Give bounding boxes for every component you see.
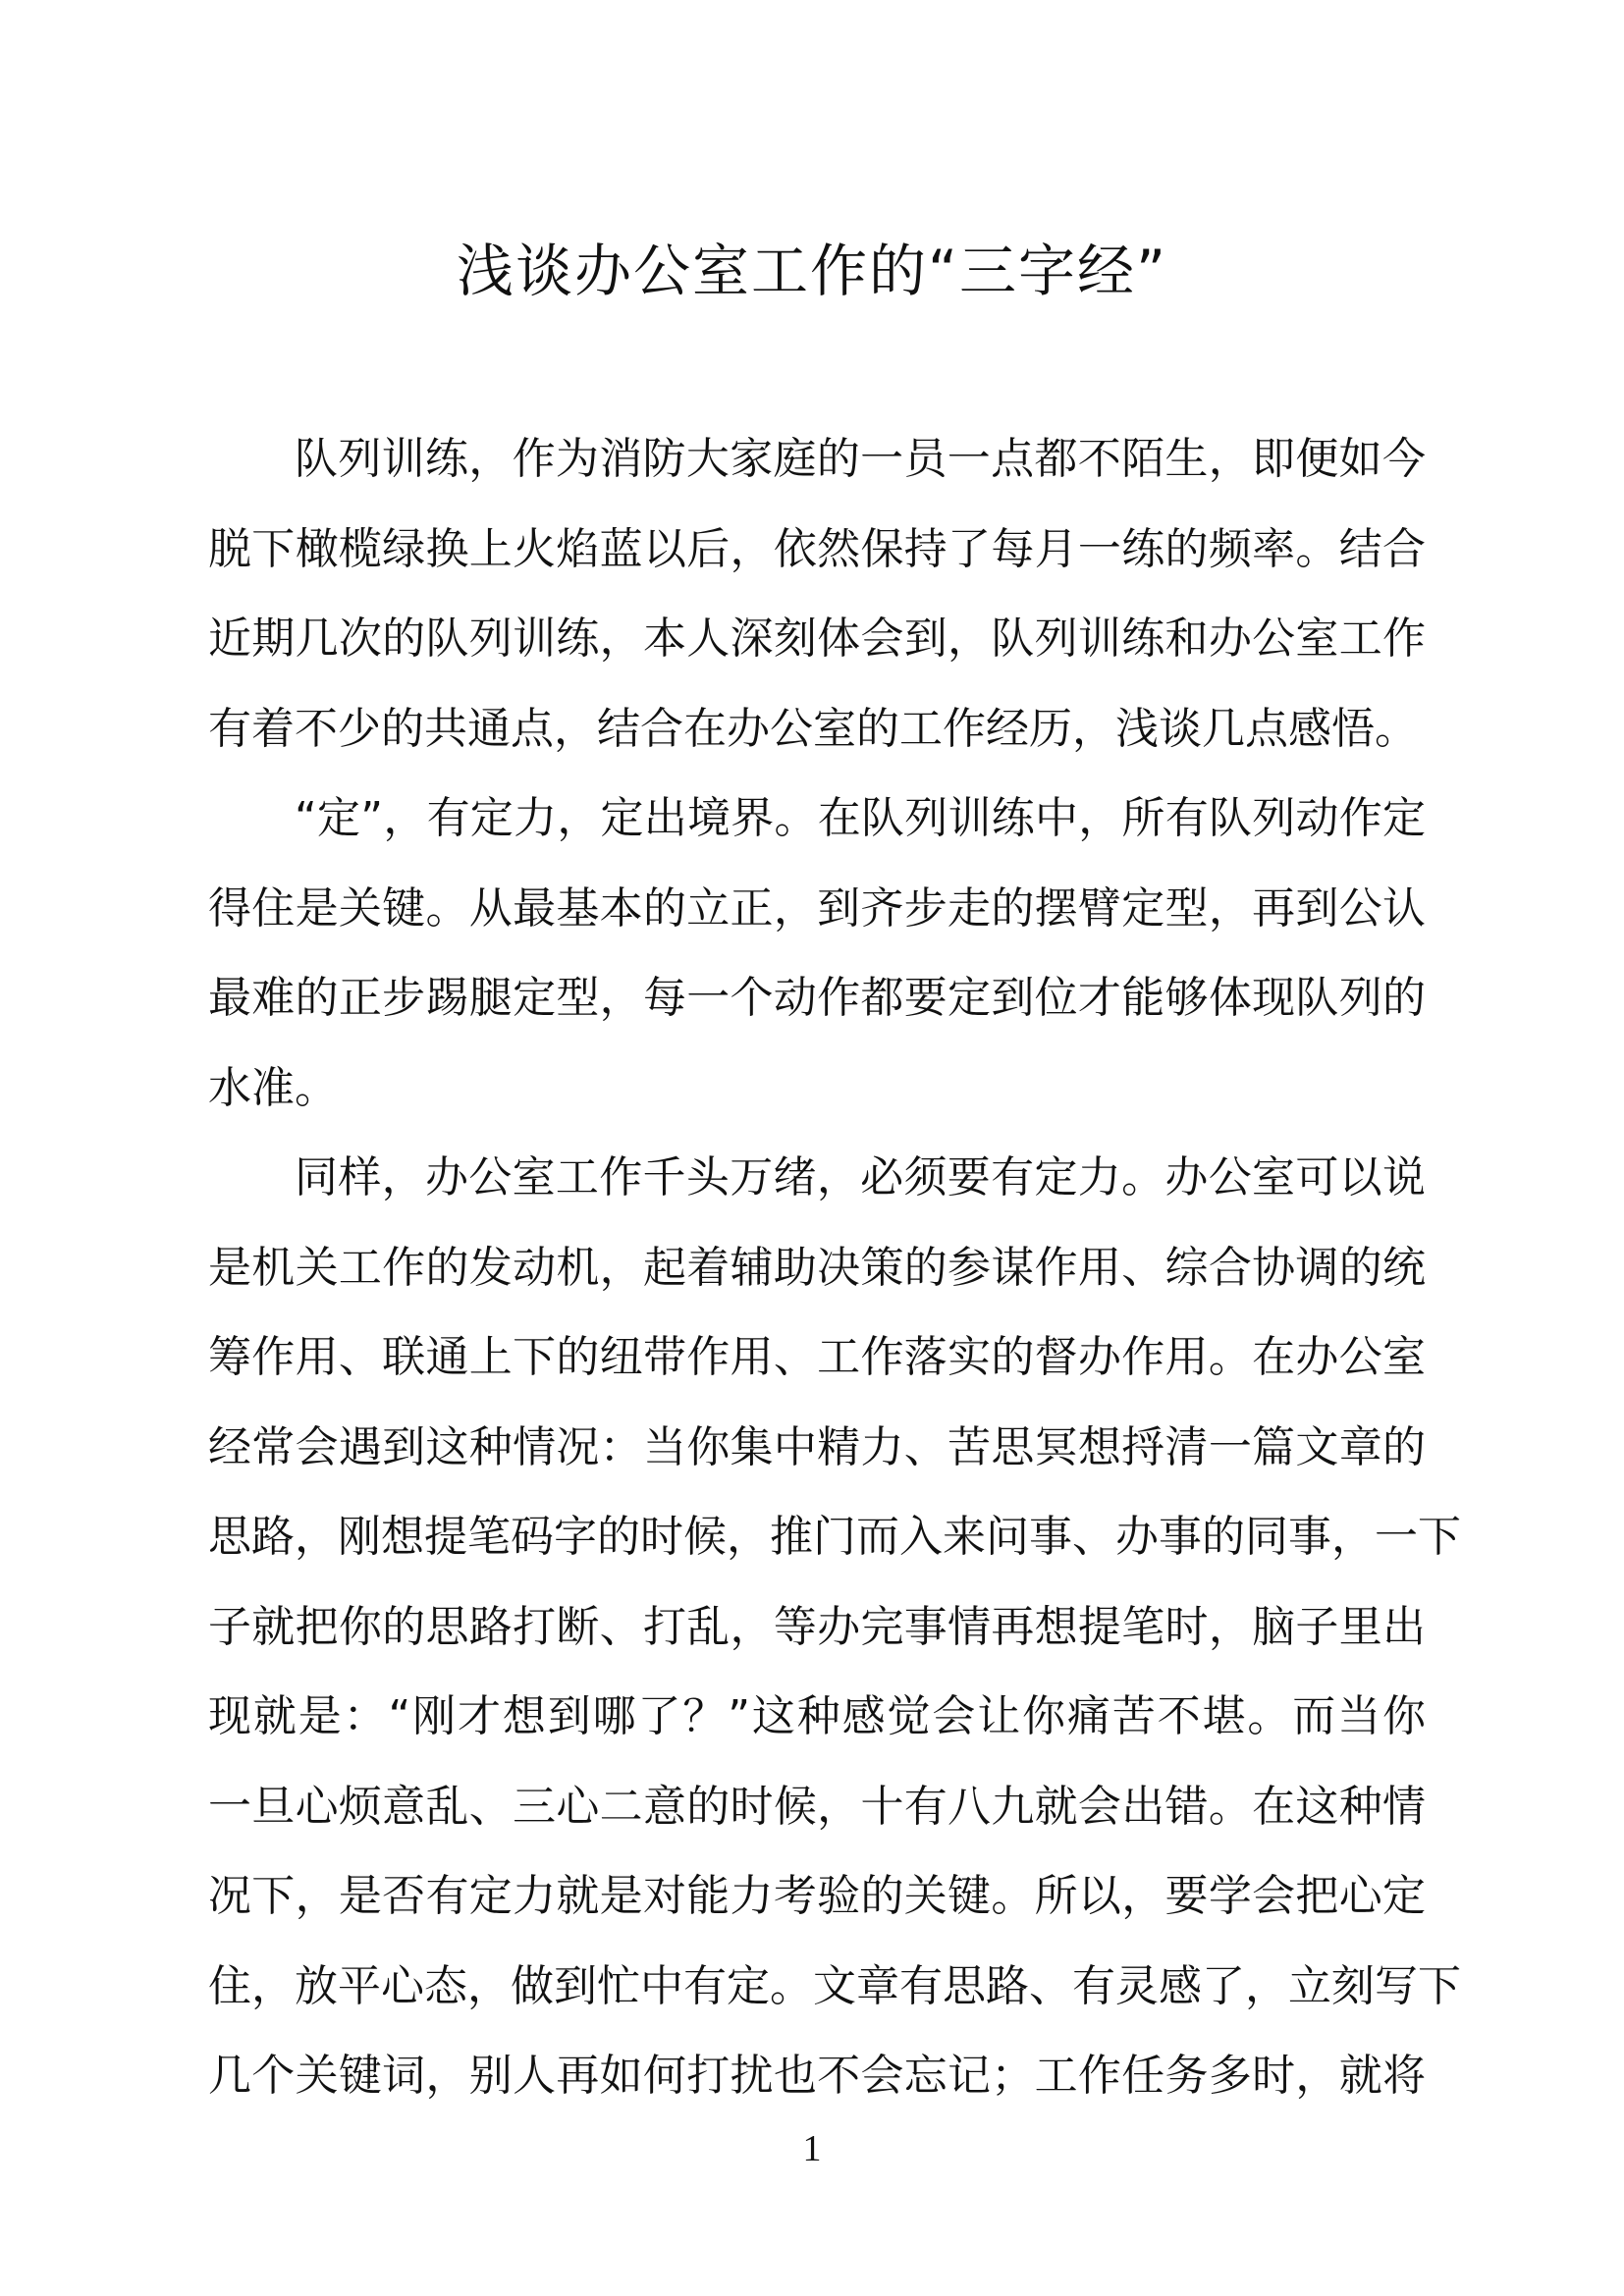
paragraph-3-line-4: 经常会遇到这种情况：当你集中精力、苦思冥想捋清一篇文章的: [208, 1421, 1426, 1472]
paragraph-3-line-10: 住，放平心态，做到忙中有定。文章有思路、有灵感了，立刻写下: [208, 1960, 1461, 2011]
page-number: 1: [802, 2128, 822, 2169]
paragraph-2-line-1: “定”，有定力，定出境界。在队列训练中，所有队列动作定: [295, 793, 1426, 843]
paragraph-3-line-5: 思路，刚想提笔码字的时候，推门而入来问事、办事的同事，一下: [208, 1512, 1461, 1562]
document-title: 浅谈办公室工作的“三字经”: [456, 238, 1168, 304]
paragraph-1-line-4: 有着不少的共通点，结合在办公室的工作经历，浅谈几点感悟。: [208, 703, 1418, 754]
paragraph-3-line-3: 筹作用、联通上下的纽带作用、工作落实的督办作用。在办公室: [208, 1332, 1426, 1382]
paragraph-1-line-1: 队列训练，作为消防大家庭的一员一点都不陌生，即便如今: [295, 434, 1426, 484]
paragraph-3-line-9: 况下，是否有定力就是对能力考验的关键。所以，要学会把心定: [208, 1871, 1426, 1921]
paragraph-1-line-3: 近期几次的队列训练，本人深刻体会到，队列训练和办公室工作: [208, 614, 1426, 664]
document-body: [208, 414, 1461, 2121]
paragraph-2-line-3: 最难的正步踢腿定型，每一个动作都要定到位才能够体现队列的: [208, 973, 1426, 1023]
paragraph-3-line-11: 几个关键词，别人再如何打扰也不会忘记；工作任务多时，就将: [208, 2051, 1426, 2101]
paragraph-2-line-2: 得住是关键。从最基本的立正，到齐步走的摆臂定型，再到公认: [208, 882, 1426, 934]
paragraph-3-line-7: 现就是：“刚才想到哪了？”这种感觉会让你痛苦不堪。而当你: [208, 1691, 1426, 1741]
paragraph-3-line-1: 同样，办公室工作千头万绪，必须要有定力。办公室可以说: [295, 1152, 1426, 1202]
paragraph-2-line-4: 水准。: [208, 1062, 338, 1113]
paragraph-3-line-8: 一旦心烦意乱、三心二意的时候，十有八九就会出错。在这种情: [208, 1781, 1426, 1832]
paragraph-1-line-2: 脱下橄榄绿换上火焰蓝以后，依然保持了每月一练的频率。结合: [208, 523, 1426, 574]
paragraph-3-line-6: 子就把你的思路打断、打乱，等办完事情再想提笔时，脑子里出: [208, 1601, 1426, 1652]
paragraph-3-line-2: 是机关工作的发动机，起着辅助决策的参谋作用、综合协调的统: [208, 1242, 1426, 1293]
